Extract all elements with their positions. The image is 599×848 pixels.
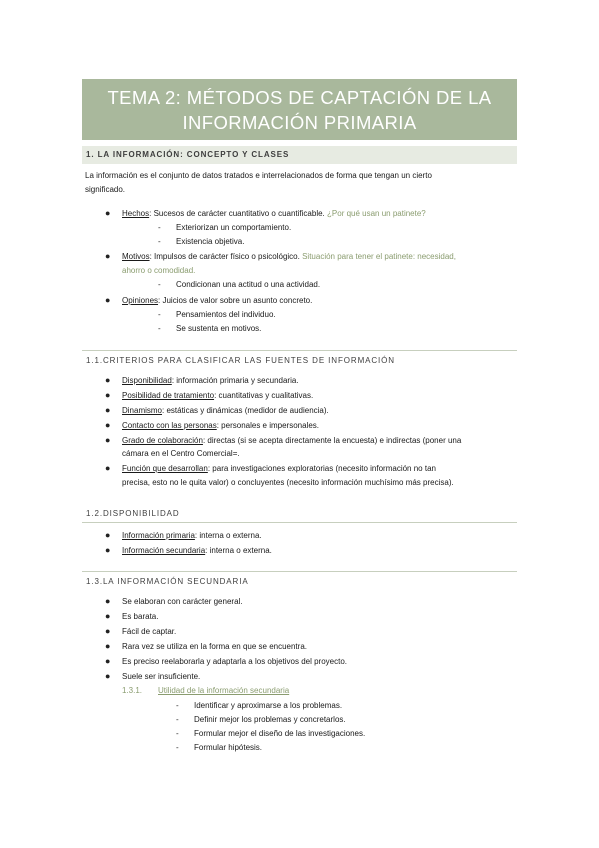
dash-icon: - bbox=[158, 280, 161, 289]
bullet-icon: ● bbox=[105, 545, 111, 555]
title-banner bbox=[82, 79, 517, 140]
dash-icon: - bbox=[158, 237, 161, 246]
motivos-text: : Impulsos de carácter físico o psicológico. bbox=[149, 252, 300, 261]
criteria-item-contacto bbox=[122, 420, 319, 431]
bullet-icon: ● bbox=[105, 530, 111, 540]
intro-text-line-2: significado. bbox=[85, 185, 126, 194]
secundaria-item-3: Fácil de captar. bbox=[122, 627, 177, 636]
criteria-label: Contacto con las personas bbox=[122, 421, 217, 430]
motivos-item bbox=[122, 251, 456, 262]
bullet-icon: ● bbox=[105, 641, 111, 651]
disp-text: : interna o externa. bbox=[205, 546, 272, 555]
motivos-label: Motivos bbox=[122, 252, 150, 261]
criteria-text: : información primaria y secundaria. bbox=[171, 376, 299, 385]
criteria-text: : para investigaciones exploratorias (necesito información no tan bbox=[207, 464, 436, 473]
bullet-icon: ● bbox=[105, 295, 111, 305]
secundaria-item-1: Se elaboran con carácter general. bbox=[122, 597, 243, 606]
criteria-label: Función que desarrollan bbox=[122, 464, 208, 473]
bullet-icon: ● bbox=[105, 626, 111, 636]
dash-icon: - bbox=[176, 701, 179, 710]
hechos-text: : Sucesos de carácter cuantitativo o cuantificable. bbox=[149, 209, 325, 218]
criteria-label: Posibilidad de tratamiento bbox=[122, 391, 215, 400]
subsection-title: Utilidad de la información secundaria bbox=[158, 686, 290, 695]
secundaria-item-4: Rara vez se utiliza en la forma en que se encuentra. bbox=[122, 642, 307, 651]
bullet-icon: ● bbox=[105, 375, 111, 385]
hechos-item bbox=[122, 208, 426, 219]
criteria-item-tratamiento bbox=[122, 390, 313, 401]
disp-item-secundaria bbox=[122, 545, 272, 556]
bullet-icon: ● bbox=[105, 420, 111, 430]
criteria-text: : directas (si se acepta directamente la encuesta) e indirectas (poner una bbox=[202, 436, 462, 445]
section-heading-1-2: 1.2.DISPONIBILIDAD bbox=[82, 505, 517, 523]
hechos-label: Hechos bbox=[122, 209, 150, 218]
dash-icon: - bbox=[158, 324, 161, 333]
dash-icon: - bbox=[176, 715, 179, 724]
opiniones-text: : Juicios de valor sobre un asunto concreto. bbox=[158, 296, 313, 305]
hechos-sub-2: Existencia objetiva. bbox=[176, 237, 245, 246]
bullet-icon: ● bbox=[105, 435, 111, 445]
criteria-item-colaboracion bbox=[122, 435, 461, 446]
bullet-icon: ● bbox=[105, 251, 111, 261]
dash-icon: - bbox=[158, 223, 161, 232]
utilidad-item-1: Identificar y aproximarse a los problemas. bbox=[194, 701, 343, 710]
secundaria-item-6: Suele ser insuficiente. bbox=[122, 672, 201, 681]
bullet-icon: ● bbox=[105, 390, 111, 400]
secundaria-item-5: Es preciso reelaborarla y adaptarla a los objetivos del proyecto. bbox=[122, 657, 348, 666]
opiniones-sub-1: Pensamientos del individuo. bbox=[176, 310, 276, 319]
disp-item-primaria bbox=[122, 530, 262, 541]
dash-icon: - bbox=[176, 729, 179, 738]
section-heading-1-1: 1.1.CRITERIOS PARA CLASIFICAR LAS FUENTES DE INFORMACIÓN bbox=[86, 356, 395, 365]
criteria-item-colaboracion-cont: cámara en el Centro Comercial=. bbox=[122, 449, 240, 458]
section-divider bbox=[82, 571, 517, 572]
bullet-icon: ● bbox=[105, 611, 111, 621]
section-divider bbox=[82, 350, 517, 351]
motivos-note-1: Situación para tener el patinete: necesidad, bbox=[302, 252, 456, 261]
bullet-icon: ● bbox=[105, 671, 111, 681]
utilidad-item-3: Formular mejor el diseño de las investigaciones. bbox=[194, 729, 366, 738]
motivos-sub-1: Condicionan una actitud o una actividad. bbox=[176, 280, 321, 289]
utilidad-item-4: Formular hipótesis. bbox=[194, 743, 263, 752]
criteria-label: Grado de colaboración bbox=[122, 436, 203, 445]
title-line-2: INFORMACIÓN PRIMARIA bbox=[182, 111, 417, 133]
disp-label: Información primaria bbox=[122, 531, 195, 540]
dash-icon: - bbox=[176, 743, 179, 752]
bullet-icon: ● bbox=[105, 596, 111, 606]
criteria-item-dinamismo bbox=[122, 405, 329, 416]
criteria-label: Dinamismo bbox=[122, 406, 163, 415]
criteria-text: : personales e impersonales. bbox=[216, 421, 320, 430]
bullet-icon: ● bbox=[105, 208, 111, 218]
bullet-icon: ● bbox=[105, 405, 111, 415]
criteria-item-funcion-cont: precisa, esto no le quita valor) o concluyentes (necesito información muchísimo más precisa). bbox=[122, 478, 454, 487]
intro-text-line-1: La información es el conjunto de datos tratados e interrelacionados de forma que tengan un cierto bbox=[85, 171, 432, 180]
dash-icon: - bbox=[158, 310, 161, 319]
criteria-text: : estáticas y dinámicas (medidor de audiencia). bbox=[162, 406, 329, 415]
motivos-note-2: ahorro o comodidad. bbox=[122, 266, 196, 275]
section-heading-1-3: 1.3.LA INFORMACIÓN SECUNDARIA bbox=[86, 577, 249, 586]
criteria-label: Disponibilidad bbox=[122, 376, 172, 385]
disp-label: Información secundaria bbox=[122, 546, 206, 555]
utilidad-item-2: Definir mejor los problemas y concretarlos. bbox=[194, 715, 346, 724]
bullet-icon: ● bbox=[105, 463, 111, 473]
section-heading-1: 1. LA INFORMACIÓN: CONCEPTO Y CLASES bbox=[82, 146, 517, 164]
opiniones-sub-2: Se sustenta en motivos. bbox=[176, 324, 262, 333]
bullet-icon: ● bbox=[105, 656, 111, 666]
title-line-1: TEMA 2: MÉTODOS DE CAPTACIÓN DE LA bbox=[107, 86, 492, 108]
criteria-text: : cuantitativas y cualitativas. bbox=[214, 391, 314, 400]
hechos-sub-1: Exteriorizan un comportamiento. bbox=[176, 223, 292, 232]
criteria-item-disponibilidad bbox=[122, 375, 299, 386]
disp-text: : interna o externa. bbox=[194, 531, 262, 540]
hechos-note: ¿Por qué usan un patinete? bbox=[327, 209, 426, 218]
criteria-item-funcion bbox=[122, 463, 436, 474]
secundaria-item-2: Es barata. bbox=[122, 612, 159, 621]
opiniones-item bbox=[122, 295, 312, 306]
opiniones-label: Opiniones bbox=[122, 296, 159, 305]
subsection-number: 1.3.1. bbox=[122, 686, 143, 695]
